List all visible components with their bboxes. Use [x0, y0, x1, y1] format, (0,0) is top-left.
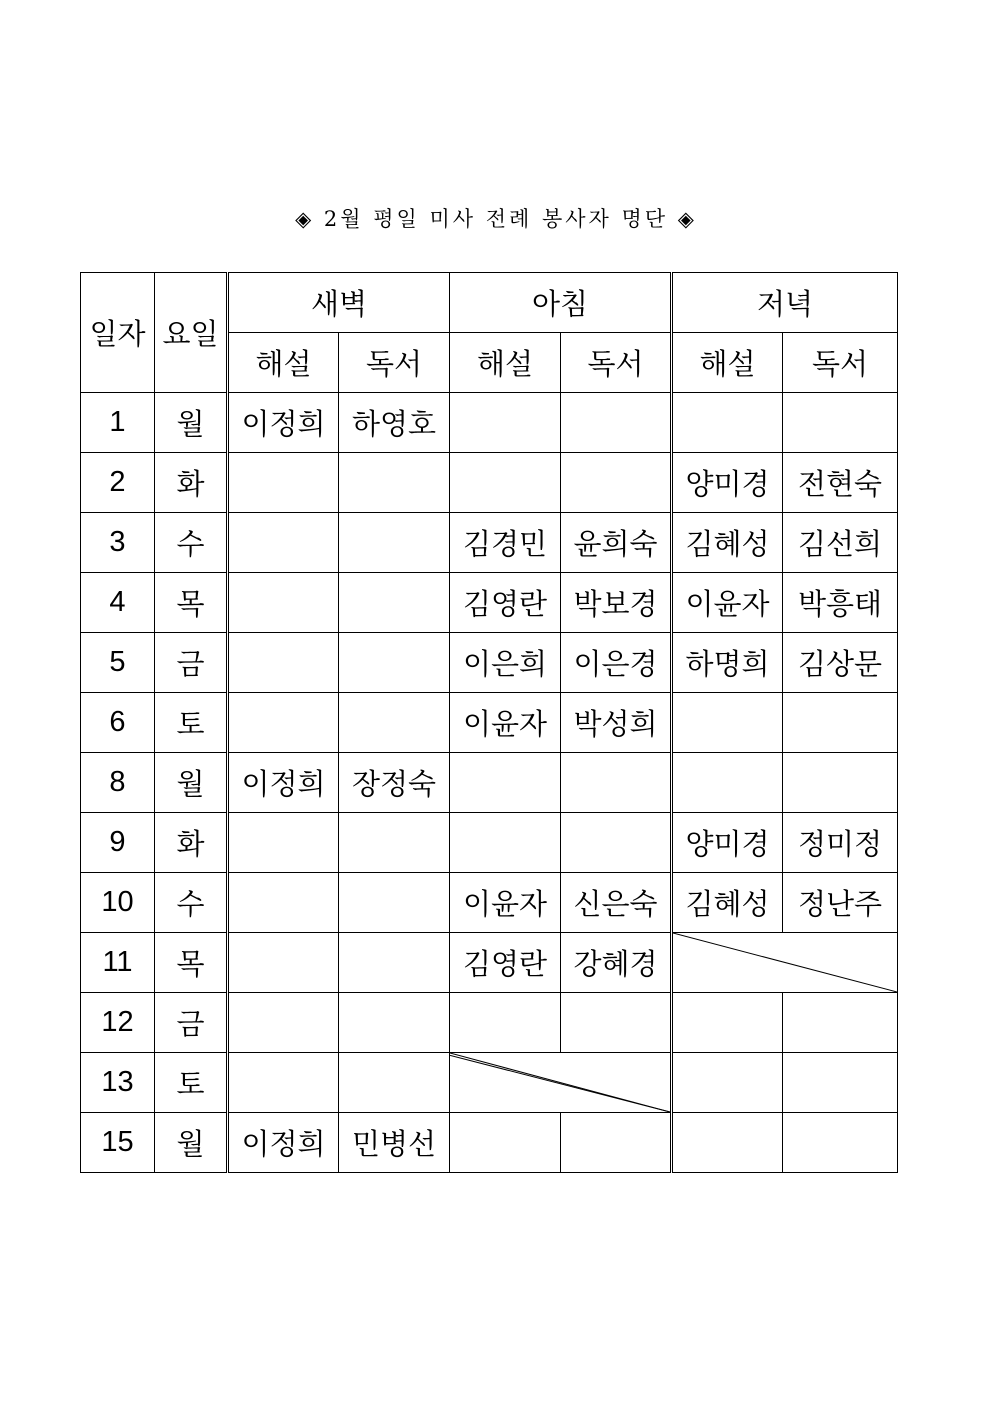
name-cell-evening-commentary: 양미경: [672, 453, 783, 513]
name-cell-dawn-reading: [339, 873, 450, 933]
table-row: [81, 993, 898, 1053]
name-cell-dawn-reading: [339, 573, 450, 633]
table-row: [81, 753, 898, 813]
name-cell-evening-reading: [783, 993, 898, 1053]
weekday-cell: 토: [155, 1053, 228, 1113]
name-cell-dawn-reading: [339, 453, 450, 513]
name-cell-evening-reading: 박흥태: [783, 573, 898, 633]
header-date: 일자: [81, 273, 155, 393]
name-cell-dawn-commentary: [228, 933, 339, 993]
name-cell-evening-commentary: 김혜성: [672, 873, 783, 933]
name-cell-morning-commentary: [450, 1113, 561, 1173]
name-cell-morning-commentary: [450, 453, 561, 513]
header-role-commentary: 해설: [228, 333, 339, 393]
date-cell: 10: [81, 873, 155, 933]
date-cell: 5: [81, 633, 155, 693]
name-cell-dawn-commentary: [228, 693, 339, 753]
header-role-reading: 독서: [339, 333, 450, 393]
name-cell-dawn-commentary: [228, 633, 339, 693]
header-role-commentary: 해설: [450, 333, 561, 393]
name-cell-evening-reading: [783, 1053, 898, 1113]
name-cell-morning-reading: [561, 813, 672, 873]
table-row: [81, 813, 898, 873]
header-row-groups: [81, 273, 898, 333]
weekday-cell: 월: [155, 753, 228, 813]
name-cell-dawn-commentary: 이정희: [228, 393, 339, 453]
table-row: [81, 513, 898, 573]
crossed-out-cell: [672, 933, 898, 993]
weekday-cell: 목: [155, 933, 228, 993]
date-cell: 12: [81, 993, 155, 1053]
weekday-cell: 화: [155, 453, 228, 513]
date-cell: 1: [81, 393, 155, 453]
name-cell-evening-reading: [783, 393, 898, 453]
name-cell-morning-reading: [561, 393, 672, 453]
table-row: [81, 1053, 898, 1113]
name-cell-morning-commentary: 이윤자: [450, 693, 561, 753]
name-cell-evening-commentary: [672, 393, 783, 453]
weekday-cell: 목: [155, 573, 228, 633]
name-cell-evening-reading: 정난주: [783, 873, 898, 933]
header-role-reading: 독서: [783, 333, 898, 393]
table-row: [81, 693, 898, 753]
table-row: [81, 933, 898, 993]
name-cell-dawn-commentary: [228, 1053, 339, 1113]
header-role-commentary: 해설: [672, 333, 783, 393]
name-cell-morning-reading: 이은경: [561, 633, 672, 693]
name-cell-dawn-commentary: [228, 813, 339, 873]
header-role-reading: 독서: [561, 333, 672, 393]
name-cell-morning-commentary: [450, 813, 561, 873]
name-cell-evening-commentary: 이윤자: [672, 573, 783, 633]
name-cell-dawn-reading: [339, 633, 450, 693]
table-row: [81, 873, 898, 933]
name-cell-evening-commentary: 하명희: [672, 633, 783, 693]
crossed-out-cell: [450, 1053, 672, 1113]
weekday-cell: 월: [155, 393, 228, 453]
name-cell-dawn-reading: [339, 693, 450, 753]
table-row: [81, 393, 898, 453]
name-cell-morning-commentary: [450, 393, 561, 453]
name-cell-morning-reading: 박성희: [561, 693, 672, 753]
name-cell-morning-reading: 신은숙: [561, 873, 672, 933]
table-row: [81, 633, 898, 693]
name-cell-evening-reading: 김상문: [783, 633, 898, 693]
date-cell: 9: [81, 813, 155, 873]
name-cell-evening-commentary: [672, 753, 783, 813]
weekday-cell: 화: [155, 813, 228, 873]
date-cell: 4: [81, 573, 155, 633]
name-cell-dawn-reading: [339, 933, 450, 993]
table-row: [81, 453, 898, 513]
header-group-morning: 아침: [450, 273, 672, 333]
name-cell-evening-commentary: [672, 693, 783, 753]
name-cell-dawn-commentary: [228, 873, 339, 933]
name-cell-dawn-reading: 민병선: [339, 1113, 450, 1173]
name-cell-dawn-commentary: [228, 513, 339, 573]
name-cell-morning-reading: [561, 753, 672, 813]
name-cell-evening-reading: 김선희: [783, 513, 898, 573]
header-group-evening: 저녁: [672, 273, 898, 333]
name-cell-morning-commentary: [450, 993, 561, 1053]
date-cell: 2: [81, 453, 155, 513]
name-cell-dawn-reading: [339, 1053, 450, 1113]
name-cell-dawn-commentary: [228, 573, 339, 633]
name-cell-morning-commentary: 김영란: [450, 933, 561, 993]
name-cell-morning-reading: [561, 1113, 672, 1173]
name-cell-morning-commentary: 이은희: [450, 633, 561, 693]
date-cell: 8: [81, 753, 155, 813]
weekday-cell: 토: [155, 693, 228, 753]
name-cell-evening-commentary: [672, 1113, 783, 1173]
name-cell-evening-reading: [783, 693, 898, 753]
header-weekday: 요일: [155, 273, 228, 393]
name-cell-dawn-commentary: 이정희: [228, 1113, 339, 1173]
name-cell-evening-commentary: 양미경: [672, 813, 783, 873]
name-cell-dawn-commentary: [228, 993, 339, 1053]
table-row: [81, 1113, 898, 1173]
name-cell-evening-reading: 전현숙: [783, 453, 898, 513]
name-cell-dawn-commentary: 이정희: [228, 753, 339, 813]
name-cell-morning-reading: [561, 993, 672, 1053]
name-cell-morning-reading: 윤희숙: [561, 513, 672, 573]
name-cell-dawn-commentary: [228, 453, 339, 513]
header-group-dawn: 새벽: [228, 273, 450, 333]
name-cell-evening-reading: 정미정: [783, 813, 898, 873]
date-cell: 3: [81, 513, 155, 573]
date-cell: 13: [81, 1053, 155, 1113]
name-cell-evening-reading: [783, 1113, 898, 1173]
name-cell-dawn-reading: 장정숙: [339, 753, 450, 813]
date-cell: 15: [81, 1113, 155, 1173]
name-cell-dawn-reading: [339, 993, 450, 1053]
name-cell-morning-commentary: 김경민: [450, 513, 561, 573]
name-cell-morning-reading: [561, 453, 672, 513]
name-cell-evening-commentary: [672, 993, 783, 1053]
weekday-cell: 수: [155, 513, 228, 573]
name-cell-morning-commentary: 이윤자: [450, 873, 561, 933]
name-cell-morning-reading: 강혜경: [561, 933, 672, 993]
date-cell: 6: [81, 693, 155, 753]
name-cell-evening-commentary: [672, 1053, 783, 1113]
weekday-cell: 금: [155, 993, 228, 1053]
name-cell-dawn-reading: 하영호: [339, 393, 450, 453]
name-cell-morning-commentary: [450, 753, 561, 813]
page-title: ◈ 2월 평일 미사 전례 봉사자 명단 ◈: [295, 207, 697, 231]
name-cell-dawn-reading: [339, 813, 450, 873]
name-cell-morning-reading: 박보경: [561, 573, 672, 633]
table-row: [81, 573, 898, 633]
name-cell-evening-commentary: 김혜성: [672, 513, 783, 573]
weekday-cell: 수: [155, 873, 228, 933]
name-cell-evening-reading: [783, 753, 898, 813]
name-cell-dawn-reading: [339, 513, 450, 573]
weekday-cell: 월: [155, 1113, 228, 1173]
date-cell: 11: [81, 933, 155, 993]
volunteer-roster-table: [80, 272, 898, 1173]
name-cell-morning-commentary: 김영란: [450, 573, 561, 633]
weekday-cell: 금: [155, 633, 228, 693]
